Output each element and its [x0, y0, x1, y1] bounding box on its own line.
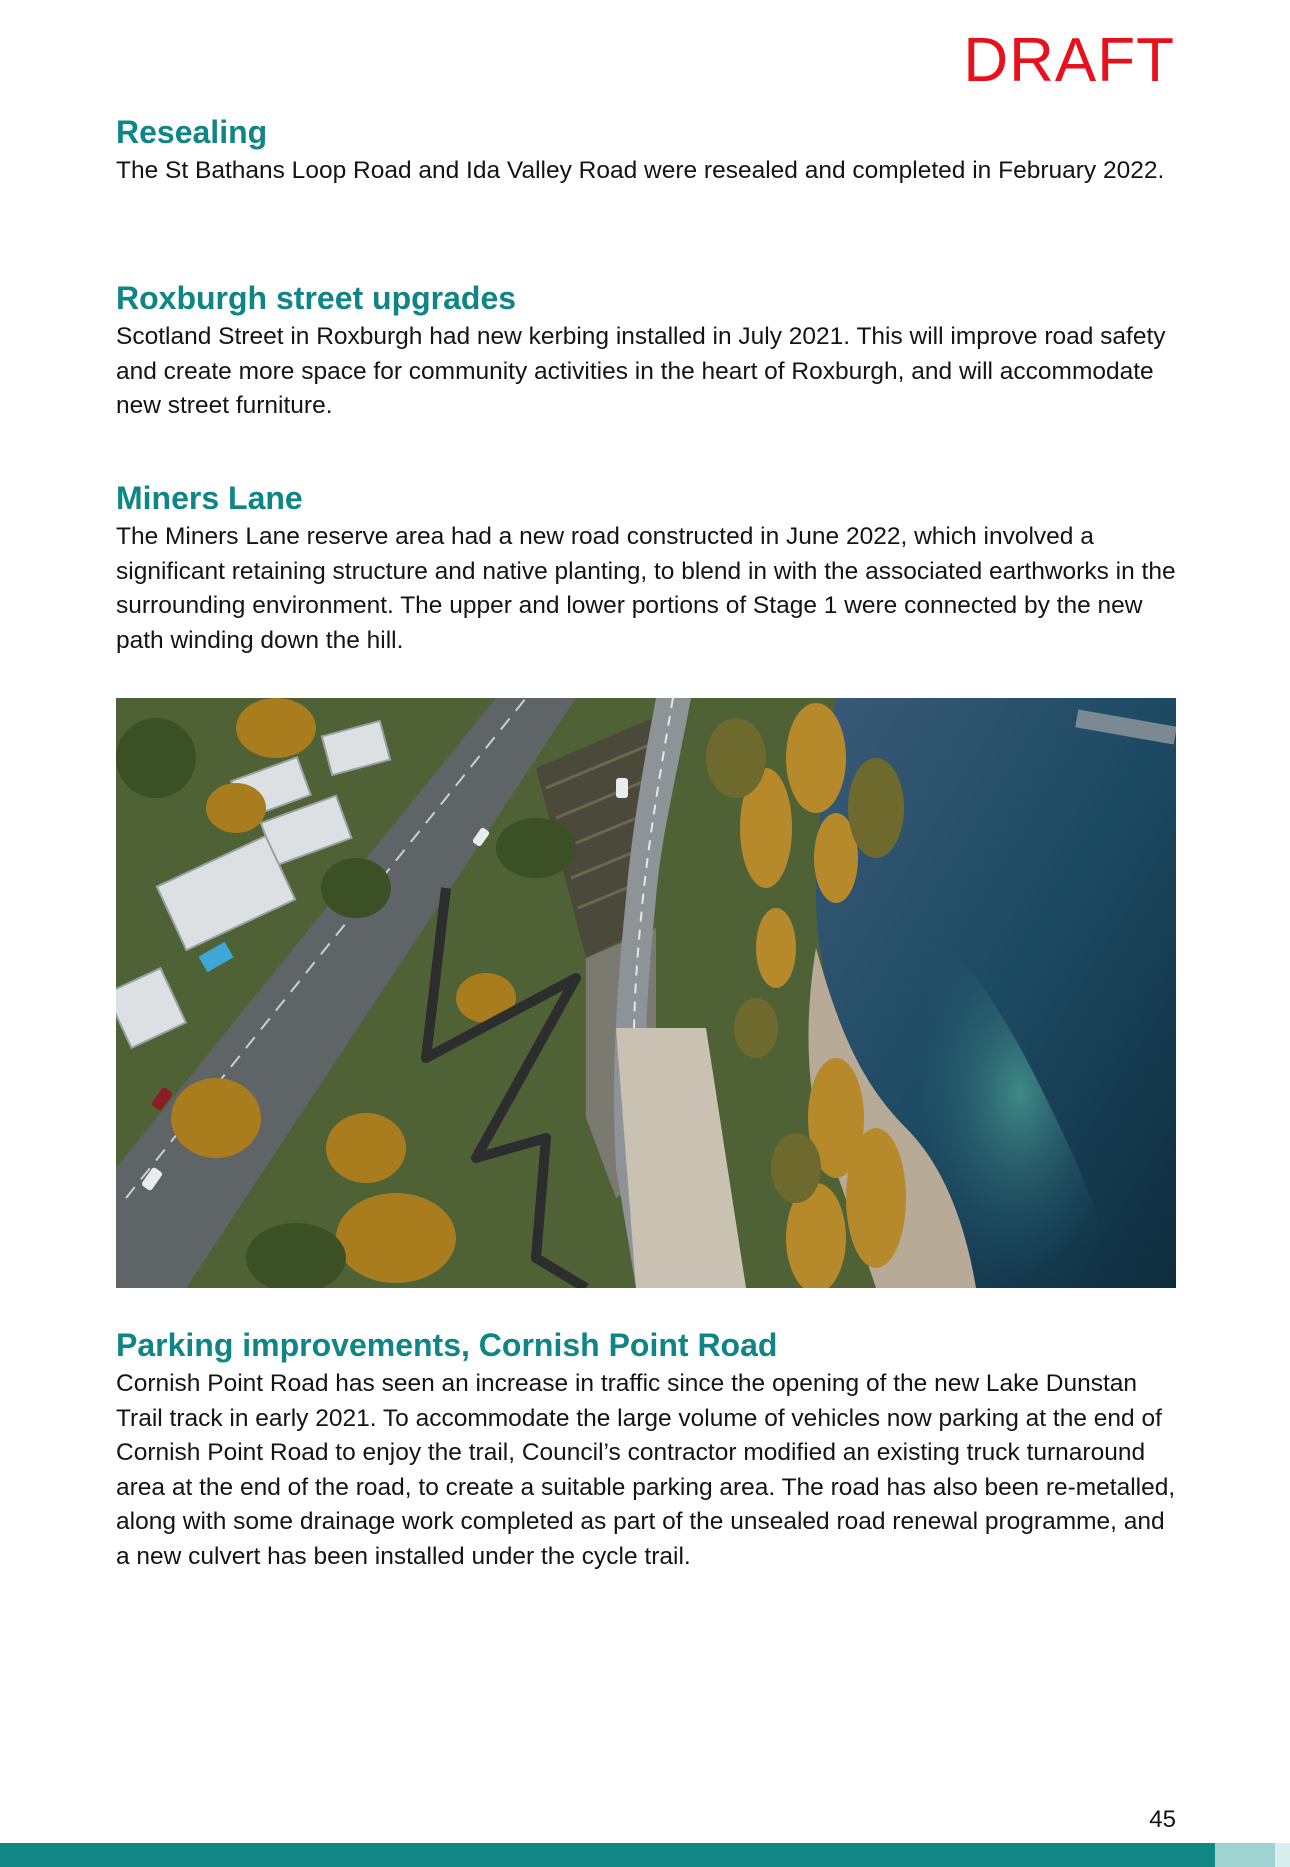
section-heading: Miners Lane	[116, 480, 303, 516]
page-number: 45	[1149, 1806, 1176, 1833]
section-heading: Resealing	[116, 114, 268, 150]
section-parking-improvements	[116, 1325, 1176, 1574]
footer-bar	[0, 1843, 1215, 1867]
section-body: The Miners Lane reserve area had a new road constructed in June 2022, which involved a significant retaining structure and native planting, to blend in with the associated earthworks in the surrounding environment. The upper and lower portions of Stage 1 were connected by the new path winding down the hill.	[116, 523, 1176, 654]
draft-watermark: DRAFT	[963, 26, 1175, 95]
section-miners-lane	[116, 478, 1176, 658]
section-roxburgh-street-upgrades	[116, 278, 1176, 424]
footer-bar-accent	[1215, 1843, 1275, 1867]
section-resealing	[116, 112, 1164, 189]
footer-bar-accent-light	[1275, 1843, 1290, 1867]
section-body: The St Bathans Loop Road and Ida Valley Road were resealed and completed in February 2022.	[116, 157, 1165, 184]
section-heading: Parking improvements, Cornish Point Road	[116, 1327, 778, 1363]
section-body: Scotland Street in Roxburgh had new kerbing installed in July 2021. This will improve road safety and create more space for community activities in the heart of Roxburgh, and will accommodate new street furniture.	[116, 323, 1166, 419]
section-heading: Roxburgh street upgrades	[116, 280, 517, 316]
section-body: Cornish Point Road has seen an increase in traffic since the opening of the new Lake Dunstan Trail track in early 2021. To accommodate the large volume of vehicles now parking at the end of Cornish Point Road to enjoy the trail, Council’s contractor modified an existing truck turnaround area at the end of the road, to create a suitable parking area. The road has also been re-metalled, along with some drainage work completed as part of the unsealed road renewal programme, and a new culvert has been installed under the cycle trail.	[116, 1370, 1176, 1570]
aerial-photo-illustration	[116, 698, 1176, 1288]
aerial-photo-miners-lane	[116, 698, 1176, 1288]
